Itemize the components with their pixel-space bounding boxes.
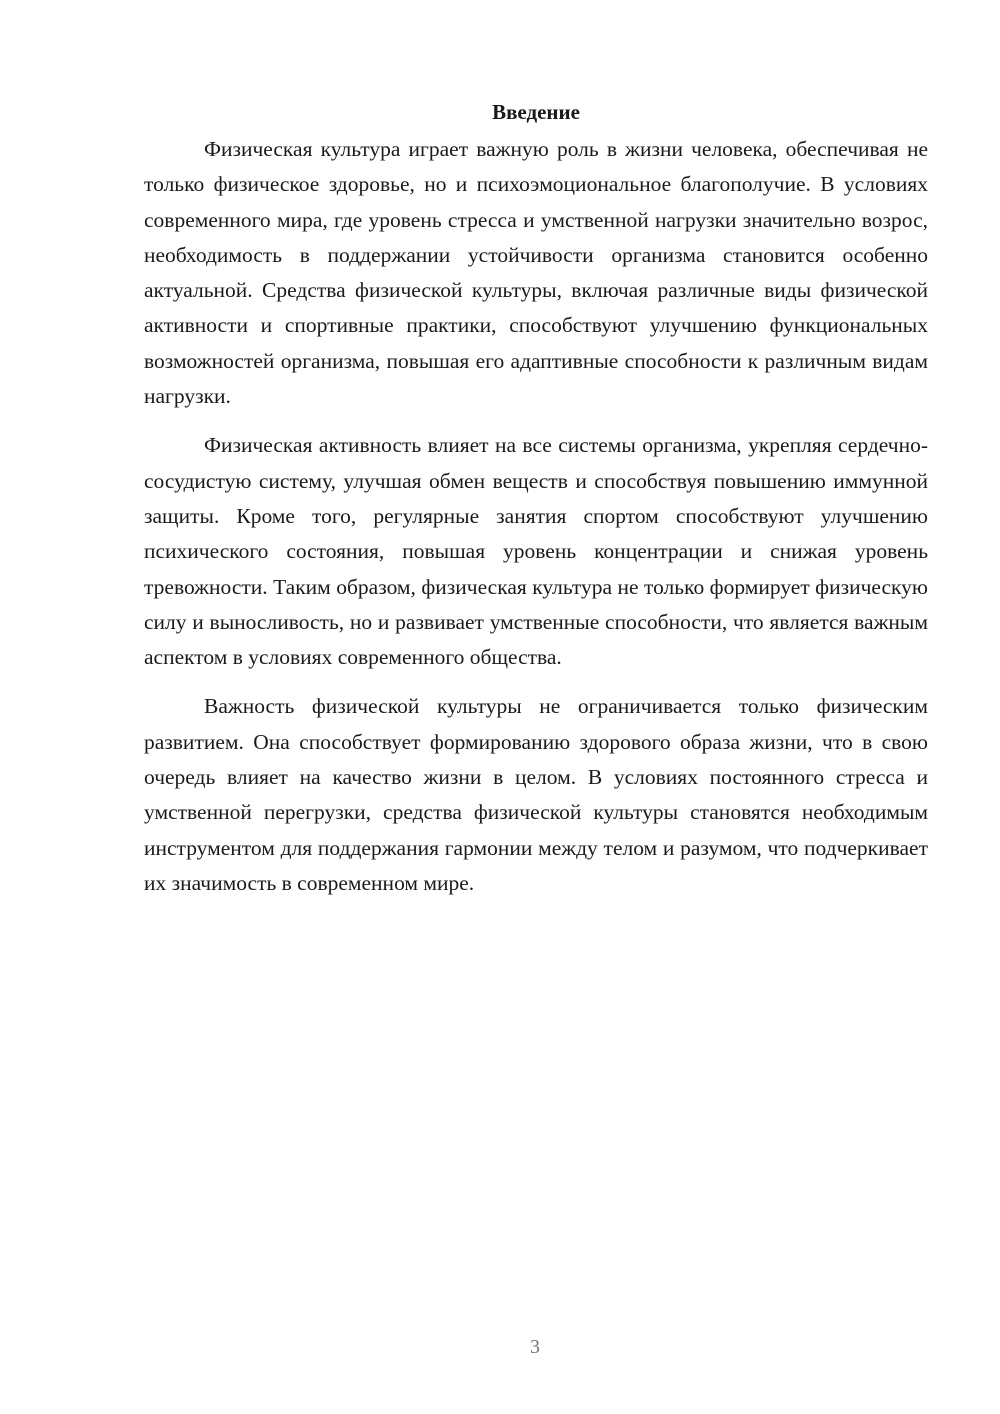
paragraph-1: Физическая культура играет важную роль в жизни человека, обеспечивая не только физическое здоровье, но и психоэмоциональное благополучие. В условиях современного мира, где уровень стресса и умственной нагрузки значительно возрос, необходимость в поддержании устойчивости организма становится особенно актуальной. Средства физической культуры, включая различные виды физической активности и спортивные практики, способствуют улучшению функциональных возможностей организма, повышая его адаптивные способности к различным видам нагрузки. [144, 137, 928, 409]
section-title: Введение [492, 100, 580, 124]
paragraph-3: Важность физической культуры не ограничивается только физическим развитием. Она способствует формированию здорового образа жизни, что в свою очередь влияет на качество жизни в целом. В условиях постоянного стресса и умственной перегрузки, средства физической культуры становятся необходимым инструментом для поддержания гармонии между телом и разумом, что подчеркивает их значимость в современном мире. [144, 694, 928, 895]
document-body [144, 97, 928, 915]
page-number: 3 [530, 1336, 540, 1358]
paragraph-2: Физическая активность влияет на все системы организма, укрепляя сердечно-сосудистую систему, улучшая обмен веществ и способствуя повышению иммунной защиты. Кроме того, регулярные занятия спортом способствуют улучшению психического состояния, повышая уровень концентрации и снижая уровень тревожности. Таким образом, физическая культура не только формирует физическую силу и выносливость, но и развивает умственные способности, что является важным аспектом в условиях современного общества. [144, 433, 928, 670]
